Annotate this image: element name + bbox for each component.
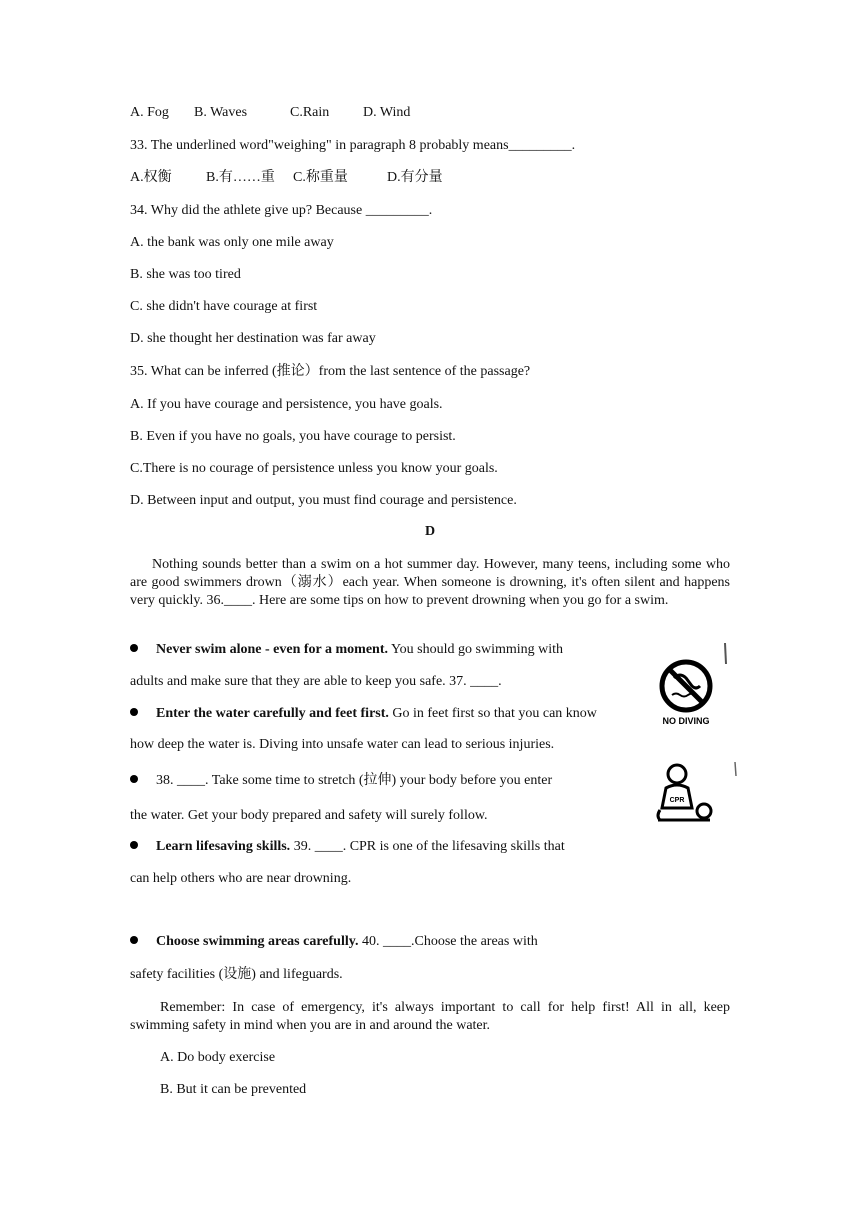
q34-stem: 34. Why did the athlete give up? Because _________.	[130, 203, 433, 218]
bullet-icon	[130, 708, 138, 716]
q33-options	[130, 169, 443, 187]
bullet-icon	[130, 936, 138, 944]
q34-option-b: B. she was too tired	[130, 267, 241, 282]
tip-2-text: Go in feet first so that you can know	[388, 706, 597, 721]
q32-option-c: C.Rain	[290, 105, 330, 120]
tip-1-continuation: adults and make sure that they are able to keep you safe. 37. ____.	[130, 674, 502, 689]
tip-2	[130, 705, 597, 723]
tip-5	[130, 933, 538, 951]
tip-3-text: 38. ____. Take some time to stretch (拉伸) your body before you enter	[156, 773, 553, 788]
section-label: D	[424, 524, 436, 539]
q33-stem: 33. The underlined word"weighing" in paragraph 8 probably means_________.	[130, 138, 576, 153]
tip-4	[130, 838, 565, 856]
q35-option-d: D. Between input and output, you must find courage and persistence.	[130, 493, 517, 508]
q35-option-c: C.There is no courage of persistence unless you know your goals.	[130, 461, 498, 476]
tip-1-heading: Never swim alone - even for a moment.	[156, 642, 388, 657]
cpr-icon	[652, 758, 742, 828]
q32-option-b: B. Waves	[194, 105, 248, 120]
tip-1-text: You should go swimming with	[387, 642, 564, 657]
remember-text: Remember: In case of emergency, it's always important to call for help first! All in all, keep swimming safety in mind when you are in and around the water.	[130, 1000, 730, 1033]
answer-option-a: A. Do body exercise	[160, 1050, 276, 1065]
q32-option-a: A. Fog	[130, 105, 169, 120]
tip-2-continuation: how deep the water is. Diving into unsafe water can lead to serious injuries.	[130, 737, 555, 752]
q34-option-d: D. she thought her destination was far away	[130, 331, 376, 346]
q33-option-c: C.称重量	[293, 170, 348, 185]
intro-paragraph	[130, 556, 730, 610]
intro-text: Nothing sounds better than a swim on a hot summer day. However, many teens, including some who are good swimmers drown（溺水）each year. When someone is drowning, it's often silent and happens very quickly. 36.____. Here are some tips on how to prevent drowning when you go for a swim.	[130, 557, 730, 608]
tip-5-continuation: safety facilities (设施) and lifeguards.	[130, 967, 343, 982]
cpr-label: CPR	[669, 797, 685, 804]
q32-options	[130, 104, 410, 122]
tip-4-continuation: can help others who are near drowning.	[130, 871, 352, 886]
tip-3	[130, 772, 552, 790]
q33-option-b: B.有……重	[206, 170, 275, 185]
q34-option-c: C. she didn't have courage at first	[130, 299, 318, 314]
q32-option-d: D. Wind	[363, 105, 411, 120]
remember-paragraph	[130, 999, 730, 1035]
tip-2-heading: Enter the water carefully and feet first.	[156, 706, 389, 721]
tip-4-heading: Learn lifesaving skills.	[156, 839, 291, 854]
no-diving-icon	[652, 640, 732, 730]
bullet-icon	[130, 841, 138, 849]
tip-3-continuation: the water. Get your body prepared and safety will surely follow.	[130, 808, 488, 823]
bullet-icon	[130, 775, 138, 783]
answer-option-b: B. But it can be prevented	[160, 1082, 307, 1097]
bullet-icon	[130, 644, 138, 652]
cpr-sign	[652, 758, 742, 828]
q33-option-a: A.权衡	[130, 170, 172, 185]
q33-option-d: D.有分量	[387, 170, 443, 185]
tip-5-text: 40. ____.Choose the areas with	[358, 934, 538, 949]
tip-4-text: 39. ____. CPR is one of the lifesaving skills that	[290, 839, 565, 854]
q35-stem: 35. What can be inferred (推论）from the last sentence of the passage?	[130, 364, 531, 379]
no-diving-sign	[652, 640, 732, 730]
tip-5-heading: Choose swimming areas carefully.	[156, 934, 359, 949]
q35-option-a: A. If you have courage and persistence, you have goals.	[130, 397, 443, 412]
q34-option-a: A. the bank was only one mile away	[130, 235, 334, 250]
tip-1	[130, 641, 563, 659]
q35-option-b: B. Even if you have no goals, you have courage to persist.	[130, 429, 456, 444]
no-diving-label: NO DIVING	[662, 716, 710, 726]
